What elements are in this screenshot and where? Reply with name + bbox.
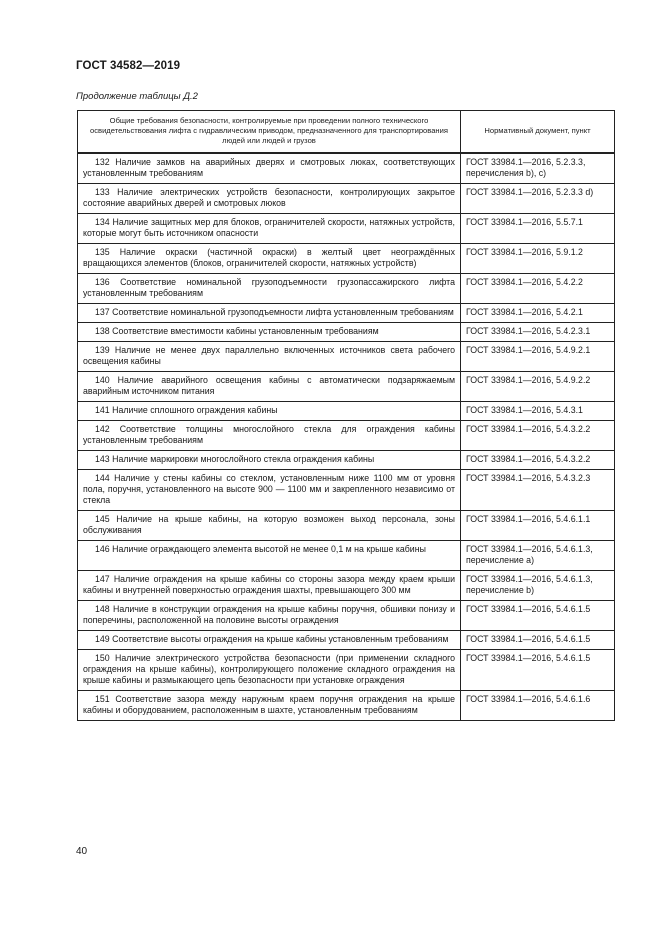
document-cell: ГОСТ 33984.1—2016, 5.2.3.3 d) [461,183,615,213]
document-cell: ГОСТ 33984.1—2016, 5.4.6.1.6 [461,690,615,720]
document-cell: ГОСТ 33984.1—2016, 5.4.3.2.3 [461,469,615,510]
document-cell: ГОСТ 33984.1—2016, 5.4.2.1 [461,303,615,322]
document-cell: ГОСТ 33984.1—2016, 5.4.6.1.5 [461,600,615,630]
table-row [78,420,615,450]
requirement-cell: 138 Соответствие вместимости кабины установленным требованиям [78,322,461,341]
table-row [78,450,615,469]
document-cell: ГОСТ 33984.1—2016, 5.4.6.1.3, перечисление b) [461,570,615,600]
table-row [78,469,615,510]
table-row [78,510,615,540]
table-row [78,183,615,213]
requirement-cell: 146 Наличие ограждающего элемента высотой не менее 0,1 м на крыше кабины [78,540,461,570]
table-row [78,401,615,420]
table-row [78,303,615,322]
requirements-table [77,110,615,721]
table-row [78,273,615,303]
table-row [78,690,615,720]
document-cell: ГОСТ 33984.1—2016, 5.4.9.2.1 [461,341,615,371]
requirement-cell: 140 Наличие аварийного освещения кабины с автоматически подзаряжаемым аварийным источником питания [78,371,461,401]
document-cell: ГОСТ 33984.1—2016, 5.4.3.2.2 [461,420,615,450]
requirement-cell: 145 Наличие на крыше кабины, на которую возможен выход персонала, зоны обслуживания [78,510,461,540]
document-cell: ГОСТ 33984.1—2016, 5.2.3.3, перечисления b), c) [461,153,615,184]
requirement-cell: 143 Наличие маркировки многослойного стекла ограждения кабины [78,450,461,469]
requirement-cell: 141 Наличие сплошного ограждения кабины [78,401,461,420]
table-row [78,570,615,600]
requirement-cell: 137 Соответствие номинальной грузоподъемности лифта установленным требованиям [78,303,461,322]
requirement-cell: 150 Наличие электрического устройства безопасности (при применении складного ограждения на крыше кабины), контролирующего положение складного ограждения на крыше кабины и размыкающего цепь безопасности при установке ограждения [78,649,461,690]
table-row [78,540,615,570]
requirement-cell: 148 Наличие в конструкции ограждения на крыше кабины поручня, обшивки понизу и поперечины, расположенной на половине высоты ограждения [78,600,461,630]
page-number: 40 [76,846,88,857]
table-row [78,153,615,184]
document-cell: ГОСТ 33984.1—2016, 5.4.9.2.2 [461,371,615,401]
table-row [78,649,615,690]
requirement-cell: 132 Наличие замков на аварийных дверях и смотровых люках, соответствующих установленным требованиям [78,153,461,184]
column-header-document: Нормативный документ, пункт [461,111,615,153]
document-cell: ГОСТ 33984.1—2016, 5.9.1.2 [461,243,615,273]
requirement-cell: 139 Наличие не менее двух параллельно включенных источников света рабочего освещения кабины [78,341,461,371]
document-cell: ГОСТ 33984.1—2016, 5.4.2.3.1 [461,322,615,341]
table-row [78,600,615,630]
document-cell: ГОСТ 33984.1—2016, 5.4.6.1.5 [461,630,615,649]
requirement-cell: 135 Наличие окраски (частичной окраски) в желтый цвет неограждённых вращающихся элементов (блоков, ограничителей скорости, натяжных устройств) [78,243,461,273]
column-header-requirements: Общие требования безопасности, контролируемые при проведении полного технического освидетельствования лифта с гидравлическим приводом, предназначенного для транспортирования людей или людей и грузов [78,111,461,153]
table-header-row [78,111,615,153]
requirement-cell: 147 Наличие ограждения на крыше кабины со стороны зазора между краем крыши кабины и внутренней поверхностью ограждения шахты, превышающего 300 мм [78,570,461,600]
table-row [78,322,615,341]
document-cell: ГОСТ 33984.1—2016, 5.4.3.2.2 [461,450,615,469]
document-cell: ГОСТ 33984.1—2016, 5.4.6.1.1 [461,510,615,540]
document-cell: ГОСТ 33984.1—2016, 5.4.3.1 [461,401,615,420]
document-cell: ГОСТ 33984.1—2016, 5.5.7.1 [461,213,615,243]
requirement-cell: 144 Наличие у стены кабины со стеклом, установленным ниже 1100 мм от уровня пола, поручня, установленного на высоте 900 — 1100 мм и закрепленного независимо от стекла [78,469,461,510]
document-header: ГОСТ 34582—2019 [76,60,181,72]
requirement-cell: 149 Соответствие высоты ограждения на крыше кабины установленным требованиям [78,630,461,649]
requirement-cell: 142 Соответствие толщины многослойного стекла для ограждения кабины установленным требованиям [78,420,461,450]
table-row [78,243,615,273]
requirement-cell: 134 Наличие защитных мер для блоков, ограничителей скорости, натяжных устройств, которые могут быть источником опасности [78,213,461,243]
document-cell: ГОСТ 33984.1—2016, 5.4.6.1.5 [461,649,615,690]
table-row [78,371,615,401]
requirement-cell: 151 Соответствие зазора между наружным краем поручня ограждения на крыше кабины и оборудованием, расположенным в шахте, установленным требованиям [78,690,461,720]
table-continuation-caption: Продолжение таблицы Д.2 [76,91,198,102]
document-cell: ГОСТ 33984.1—2016, 5.4.6.1.3, перечисление а) [461,540,615,570]
table-row [78,213,615,243]
table-row [78,630,615,649]
table-row [78,341,615,371]
document-cell: ГОСТ 33984.1—2016, 5.4.2.2 [461,273,615,303]
requirement-cell: 133 Наличие электрических устройств безопасности, контролирующих закрытое состояние аварийных дверей и смотровых люков [78,183,461,213]
requirement-cell: 136 Соответствие номинальной грузоподъемности грузопассажирского лифта установленным требованиям [78,273,461,303]
